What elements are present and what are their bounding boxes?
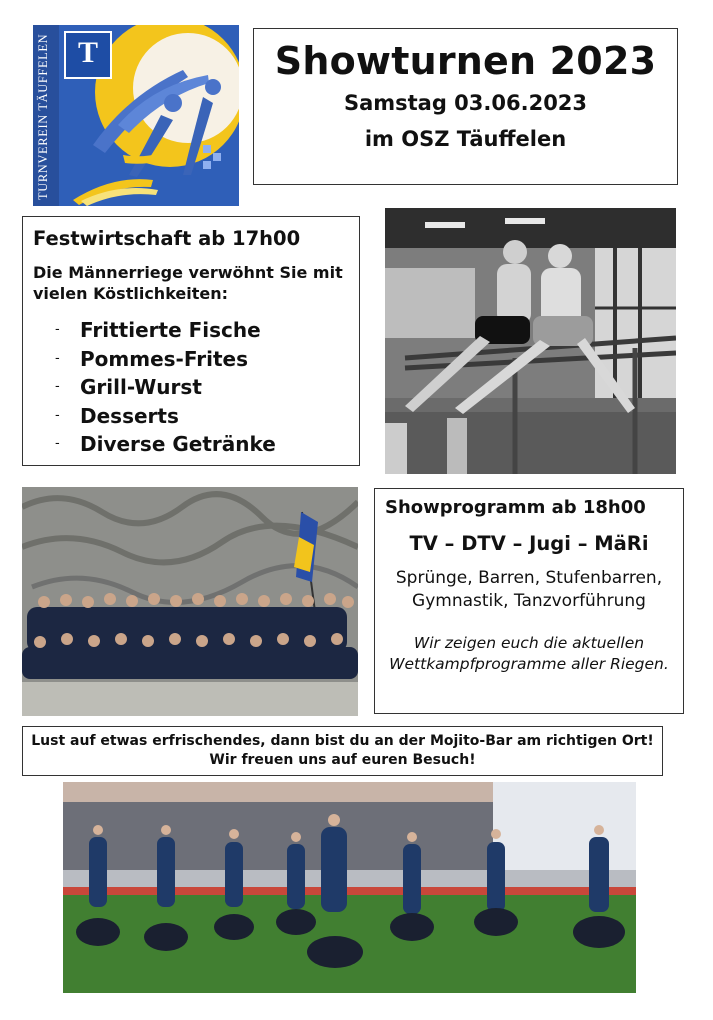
- club-logo: [33, 25, 239, 206]
- festwirtschaft-intro: Die Männerriege verwöhnt Sie mit vielen Köstlichkeiten:: [33, 263, 343, 303]
- food-item-label: Frittierte Fische: [80, 318, 261, 342]
- disciplines-line: Gymnastik, Tanzvorführung: [412, 591, 646, 611]
- event-title-box: [253, 28, 678, 185]
- showprogramm-box: [374, 488, 684, 714]
- festwirtschaft-heading: Festwirtschaft ab 17h00: [33, 227, 301, 250]
- showprogramm-disciplines: [385, 567, 673, 613]
- disciplines-line: Sprünge, Barren, Stufenbarren,: [395, 568, 663, 588]
- team-group-photo: [22, 487, 358, 716]
- list-bullet: -: [55, 379, 60, 394]
- mojito-line: Wir freuen uns auf euren Besuch!: [209, 752, 476, 768]
- food-item-label: Grill-Wurst: [80, 375, 202, 399]
- field-performance-photo: [63, 782, 636, 993]
- parallel-bars-photo: [385, 208, 676, 474]
- note-line: Wir zeigen euch die aktuellen: [413, 634, 645, 652]
- food-item-label: Pommes-Frites: [80, 346, 248, 371]
- list-item: [33, 430, 349, 459]
- list-bullet: -: [55, 407, 60, 423]
- mojito-line: Lust auf etwas erfrischendes, dann bist du an der Mojito-Bar am richtigen Ort!: [31, 733, 654, 749]
- list-bullet: -: [55, 436, 60, 451]
- logo-club-name: TURNVEREIN TÄUFFELEN: [36, 33, 50, 200]
- list-bullet: -: [55, 322, 60, 337]
- showprogramm-note: [385, 633, 673, 675]
- note-line: Wettkampfprogramme aller Riegen.: [389, 655, 669, 673]
- event-title: Showturnen 2023: [274, 39, 657, 83]
- food-item-label: Desserts: [80, 403, 179, 428]
- list-bullet: -: [55, 350, 60, 366]
- list-item: [33, 402, 349, 431]
- showprogramm-heading: Showprogramm ab 18h00: [385, 497, 646, 518]
- list-item: [33, 345, 349, 374]
- festwirtschaft-box: [22, 216, 360, 466]
- food-item-label: Diverse Getränke: [80, 432, 276, 456]
- event-date: Samstag 03.06.2023: [343, 91, 588, 115]
- list-item: [33, 316, 349, 345]
- list-item: [33, 373, 349, 402]
- showprogramm-groups: TV – DTV – Jugi – MäRi: [409, 532, 649, 555]
- event-venue: im OSZ Täuffelen: [364, 127, 567, 151]
- food-list: [33, 316, 349, 459]
- mojito-bar-box: [22, 726, 663, 776]
- logo-emblem: T: [64, 31, 112, 79]
